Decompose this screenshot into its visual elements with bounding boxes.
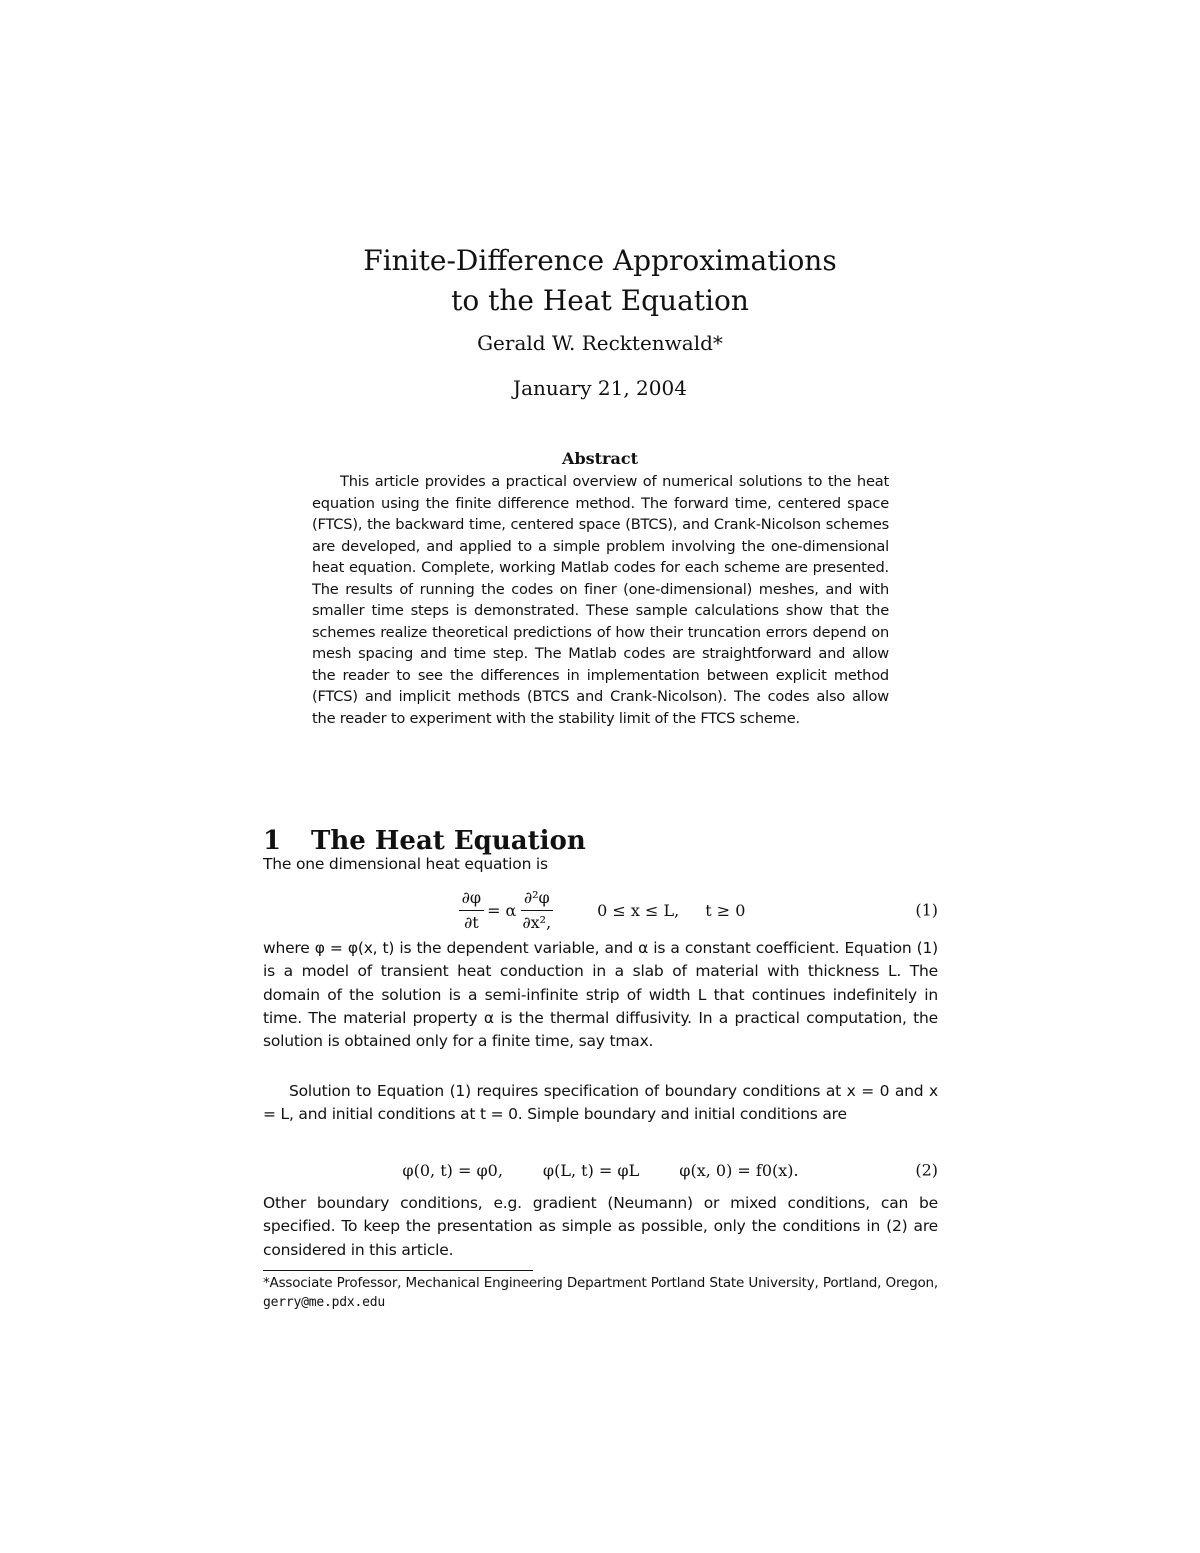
section-number: 1: [263, 825, 282, 856]
equation-2-body: [263, 1155, 938, 1185]
footnote-email: gerry@me.pdx.edu: [263, 1295, 386, 1310]
equation-2: [263, 1155, 938, 1185]
abstract-text: This article provides a practical overview of numerical solutions to the heat equation using the finite difference method. The forward time, centered space (FTCS), the backward time, centered space (BTCS), and Crank-Nicolson schemes are developed, and applied to a simple problem involving the one-dimensional heat equation. Complete, working Matlab codes for each scheme are presented. The results of running the codes on finer (one-dimensional) meshes, and with smaller time steps is demonstrated. These sample calculations show that the schemes realize theoretical predictions of how their truncation errors depend on mesh spacing and time step. The Matlab codes are straightforward and allow the reader to see the differences in implementation between explicit method (FTCS) and implicit methods (BTCS and Crank-Nicolson). The codes also allow the reader to experiment with the stability limit of the FTCS scheme.: [312, 473, 889, 727]
equation-1: [263, 880, 938, 940]
paper-title: [0, 241, 1200, 321]
title-line-2: to the Heat Equation: [451, 283, 749, 317]
equals-alpha: = α: [487, 900, 517, 920]
initial-condition: φ(x, 0) = f0(x).: [679, 1160, 799, 1180]
abstract-heading: Abstract: [562, 449, 638, 468]
paragraph-boundary-conditions: Solution to Equation (1) requires specification of boundary conditions at x = 0 and x = L, and initial conditions at t = 0. Simple boundary and initial conditions are: [263, 1082, 938, 1124]
fraction-numerator: ∂²φ: [521, 888, 553, 911]
title-line-1: Finite-Difference Approximations: [363, 243, 837, 277]
fraction-denominator: ∂t: [463, 912, 479, 932]
section-title: The Heat Equation: [311, 825, 586, 856]
spatial-domain: 0 ≤ x ≤ L,: [597, 900, 680, 920]
fraction-denominator: ∂x²,: [522, 912, 552, 932]
time-domain: t ≥ 0: [705, 900, 746, 920]
fraction-numerator: ∂φ: [459, 888, 484, 911]
paragraph-other-conditions: Other boundary conditions, e.g. gradient (Neumann) or mixed conditions, can be specified. To keep the presentation as simple as possible, only the conditions in (2) are considered in this article.: [263, 1194, 938, 1259]
equation-1-body: [263, 880, 938, 940]
boundary-condition-right: φ(L, t) = φL: [542, 1160, 640, 1180]
publication-date: January 21, 2004: [513, 376, 687, 400]
author: Gerald W. Recktenwald*: [477, 331, 723, 355]
fraction-dphi-dt: [459, 888, 484, 933]
equation-number-1: (1): [915, 900, 938, 920]
footnote-rule: [263, 1270, 533, 1271]
paragraph-variables: where φ = φ(x, t) is the dependent variable, and α is a constant coefficient. Equation (1) is a model of transient heat conduction in a slab of material with thickness L. The domain of the solution is a semi-infinite strip of width L that continues indefinitely in time. The material property α is the thermal diffusivity. In a practical computation, the solution is obtained only for a finite time, say tmax.: [263, 939, 938, 1051]
paragraph-intro: The one dimensional heat equation is: [263, 855, 548, 873]
fraction-d2phi-dx2: [519, 888, 554, 933]
boundary-condition-left: φ(0, t) = φ0,: [402, 1160, 503, 1180]
equation-number-2: (2): [915, 1160, 938, 1180]
footnote: [263, 1274, 938, 1312]
footnote-text: *Associate Professor, Mechanical Engineering Department Portland State University, Portland, Oregon,: [263, 1275, 938, 1291]
